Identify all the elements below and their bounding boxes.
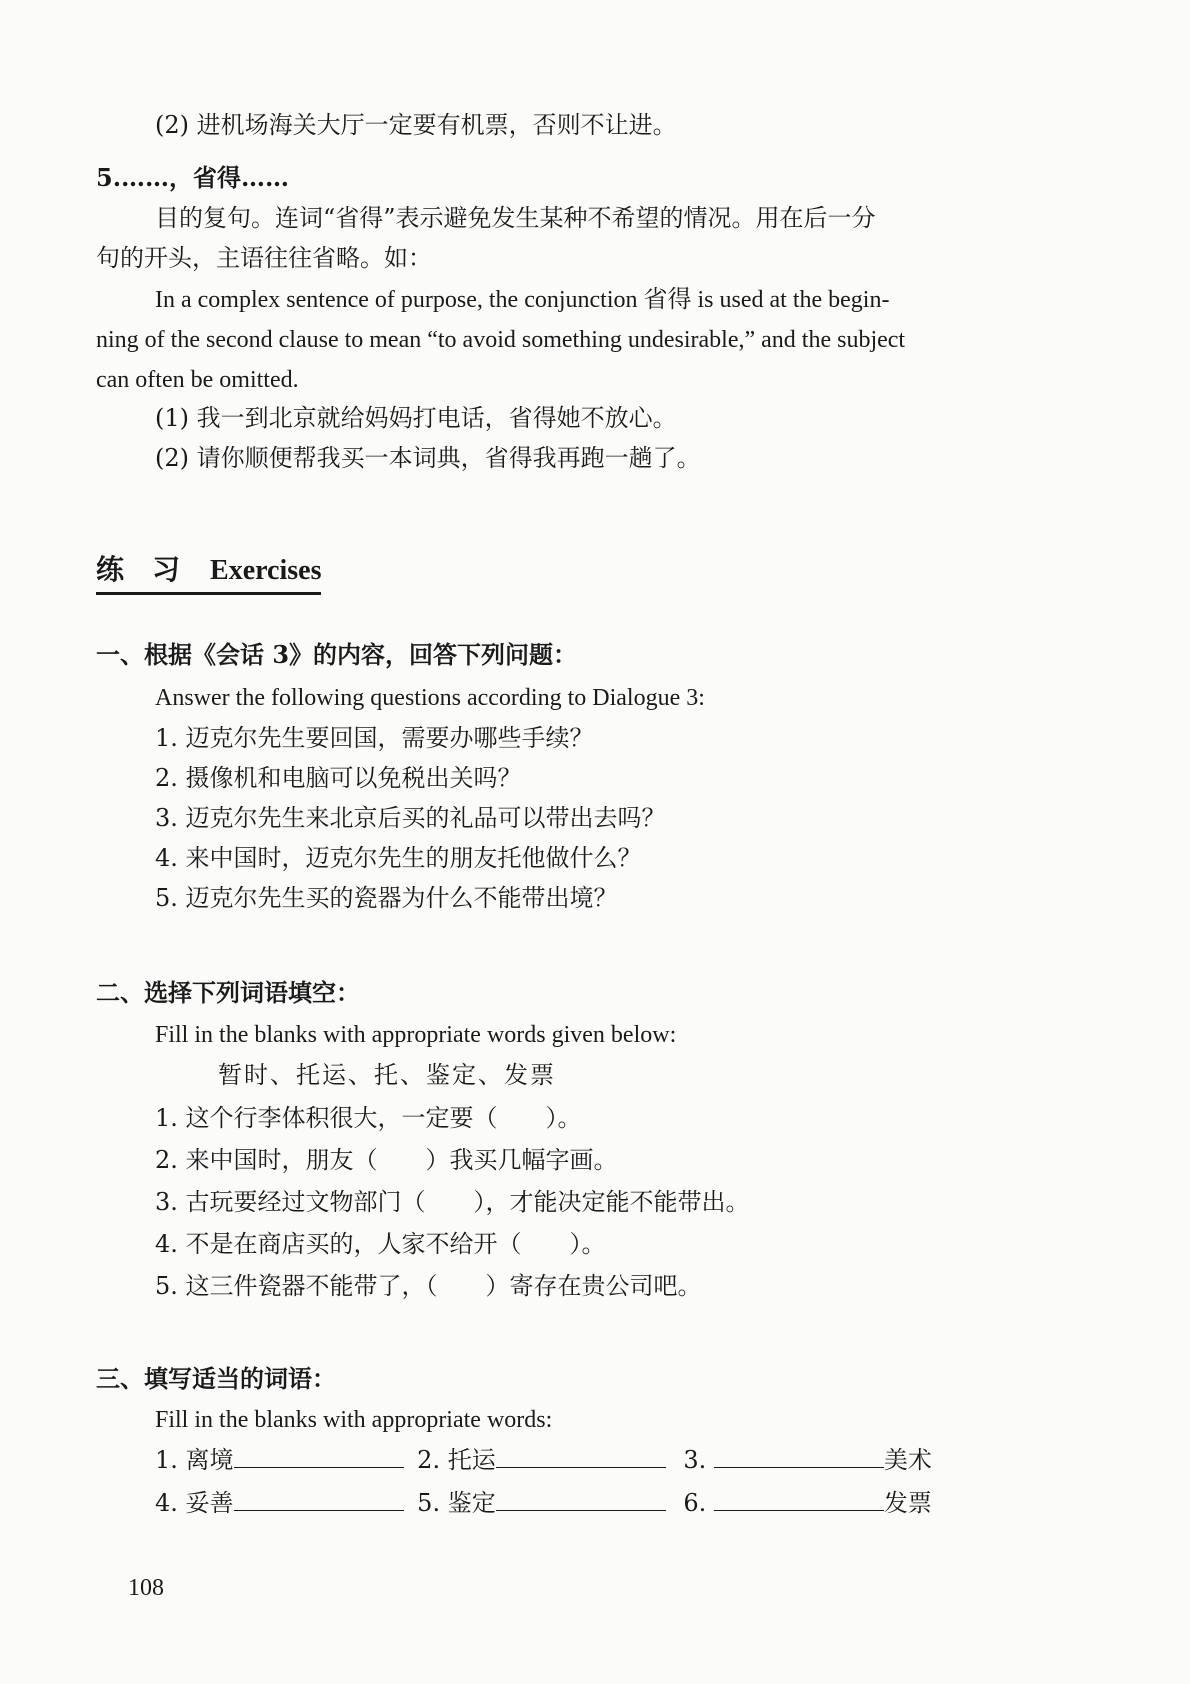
- fill-item-6-suffix: 发票: [883, 1489, 932, 1517]
- section-3-instruction: Fill in the blanks with appropriate words:: [155, 1407, 553, 1433]
- fill-item-3-blank: [714, 1445, 884, 1468]
- section-1-question-1: 1. 迈克尔先生要回国，需要办哪些手续？: [155, 724, 594, 752]
- grammar-example-1: (1) 我一到北京就给妈妈打电话，省得她不放心。: [155, 404, 677, 432]
- fill-item-2-label: 2. 托运: [417, 1446, 496, 1474]
- fill-item-1-blank: [234, 1445, 404, 1468]
- fill-item-1-label: 1. 离境: [155, 1446, 234, 1474]
- section-1-title: 一、根据《会话 3》的内容，回答下列问题：: [96, 640, 578, 669]
- section-3-row-1: [155, 1445, 932, 1475]
- exercises-heading-cn: 练 习: [96, 553, 181, 586]
- exercises-heading: [96, 553, 321, 595]
- grammar-explanation-en-1: In a complex sentence of purpose, the conjunction 省得 is used at the begin-: [155, 287, 890, 313]
- grammar-example-2: (2) 请你顺便帮我买一本词典，省得我再跑一趟了。: [155, 444, 701, 472]
- fill-item-4-label: 4. 妥善: [155, 1489, 234, 1517]
- fill-item-6-label: 6.: [683, 1489, 707, 1517]
- section-3-title: 三、填写适当的词语：: [96, 1364, 336, 1393]
- section-2-item-2: 2. 来中国时，朋友（ ）我买几幅字画。: [155, 1146, 618, 1174]
- section-2-item-5: 5. 这三件瓷器不能带了，（ ）寄存在贵公司吧。: [155, 1272, 702, 1300]
- exercises-heading-en: Exercises: [210, 555, 322, 586]
- section-1-question-2: 2. 摄像机和电脑可以免税出关吗？: [155, 764, 522, 792]
- fill-item-2-blank: [496, 1445, 666, 1468]
- grammar-point-title: 5.……，省得……: [96, 163, 290, 192]
- fill-item-5-label: 5. 鉴定: [417, 1489, 496, 1517]
- fill-item-5-blank: [496, 1488, 666, 1511]
- section-3-row-2: [155, 1488, 932, 1518]
- section-2-title: 二、选择下列词语填空：: [96, 978, 360, 1007]
- grammar-explanation-en-3: can often be omitted.: [96, 367, 299, 393]
- section-1-question-5: 5. 迈克尔先生买的瓷器为什么不能带出境？: [155, 884, 618, 912]
- fill-item-6-blank: [714, 1488, 884, 1511]
- section-1-question-3: 3. 迈克尔先生来北京后买的礼品可以带出去吗？: [155, 804, 666, 832]
- section-2-word-bank: 暂时、托运、托、鉴定、发票: [218, 1061, 556, 1089]
- section-2-item-4: 4. 不是在商店买的，人家不给开（ ）。: [155, 1230, 606, 1258]
- section-1-instruction: Answer the following questions according to Dialogue 3:: [155, 685, 705, 711]
- section-2-item-1: 1. 这个行李体积很大，一定要（ ）。: [155, 1104, 582, 1132]
- example-previous-2: (2) 进机场海关大厅一定要有机票，否则不让进。: [155, 111, 677, 139]
- grammar-explanation-en-2: ning of the second clause to mean “to avoid something undesirable,” and the subject: [96, 327, 906, 353]
- section-1-question-4: 4. 来中国时，迈克尔先生的朋友托他做什么？: [155, 844, 642, 872]
- grammar-explanation-cn-2: 句的开头，主语往往省略。如：: [96, 244, 432, 272]
- section-2-instruction: Fill in the blanks with appropriate words given below:: [155, 1022, 677, 1048]
- section-2-item-3: 3. 古玩要经过文物部门（ ），才能决定能不能带出。: [155, 1188, 750, 1216]
- fill-item-3-label: 3.: [683, 1446, 707, 1474]
- fill-item-4-blank: [234, 1488, 404, 1511]
- page-number: 108: [128, 1575, 164, 1601]
- fill-item-3-suffix: 美术: [883, 1446, 932, 1474]
- grammar-explanation-cn-1: 目的复句。连词“省得”表示避免发生某种不希望的情况。用在后一分: [155, 204, 876, 232]
